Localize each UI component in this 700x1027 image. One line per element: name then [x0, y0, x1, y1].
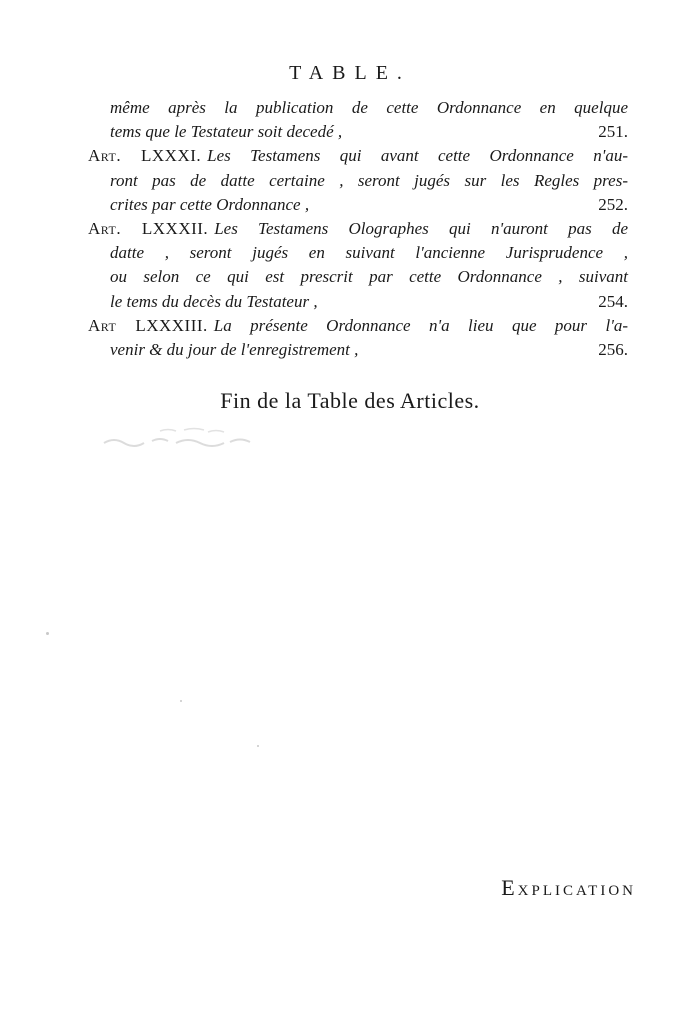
article-number: Art. LXXXII.: [88, 218, 209, 238]
toc-entry: [88, 144, 628, 217]
table-of-contents: [88, 96, 628, 362]
toc-text: crites par cette Ordonnance ,: [110, 194, 310, 214]
toc-line: ront pas de datte certaine , seront jugés sur les Regles pres-: [110, 170, 628, 190]
toc-continuation: [88, 96, 628, 144]
toc-line-first: [88, 314, 628, 338]
toc-line-last: [88, 338, 628, 362]
toc-line: datte , seront jugés en suivant l'ancienne Jurisprudence ,: [110, 243, 628, 263]
toc-line-last: [88, 290, 628, 314]
article-number: Art. LXXXI.: [88, 146, 202, 166]
toc-line: même après la publication de cette Ordonnance en quelque: [110, 98, 628, 117]
toc-text: tems que le Testateur soit decedé ,: [110, 122, 343, 142]
page-number: 254.: [598, 291, 628, 311]
paper-speck: [257, 745, 259, 747]
toc-text: Les Testamens Olographes qui n'auront pas de: [214, 218, 628, 238]
toc-entry: [88, 314, 628, 362]
toc-text: le tems du decès du Testateur ,: [110, 291, 318, 311]
page-number: 256.: [598, 339, 628, 359]
paper-speck: [180, 700, 182, 702]
show-through-smudge: [100, 425, 270, 459]
page-number: 251.: [598, 122, 628, 142]
paper-speck: [46, 632, 49, 635]
toc-line-first: [88, 144, 628, 168]
end-of-table-note: Fin de la Table des Articles.: [220, 388, 480, 413]
bleed-through-marks: [100, 425, 270, 455]
toc-text: venir & du jour de l'enregistrement ,: [110, 339, 359, 359]
toc-line-last: [88, 120, 628, 144]
page-number: 252.: [598, 194, 628, 214]
article-number: Art LXXXIII.: [88, 315, 208, 335]
catchword: Explication: [501, 875, 636, 900]
toc-line-last: [88, 193, 628, 217]
toc-line: ou selon ce qui est prescrit par cette Ordonnance , suivant: [110, 267, 628, 287]
toc-line-first: [88, 217, 628, 241]
toc-entry: [88, 217, 628, 314]
running-header: TABLE.: [289, 62, 411, 84]
toc-text: Les Testamens qui avant cette Ordonnance n'au-: [207, 146, 628, 166]
toc-text: La présente Ordonnance n'a lieu que pour l'a-: [213, 315, 628, 335]
